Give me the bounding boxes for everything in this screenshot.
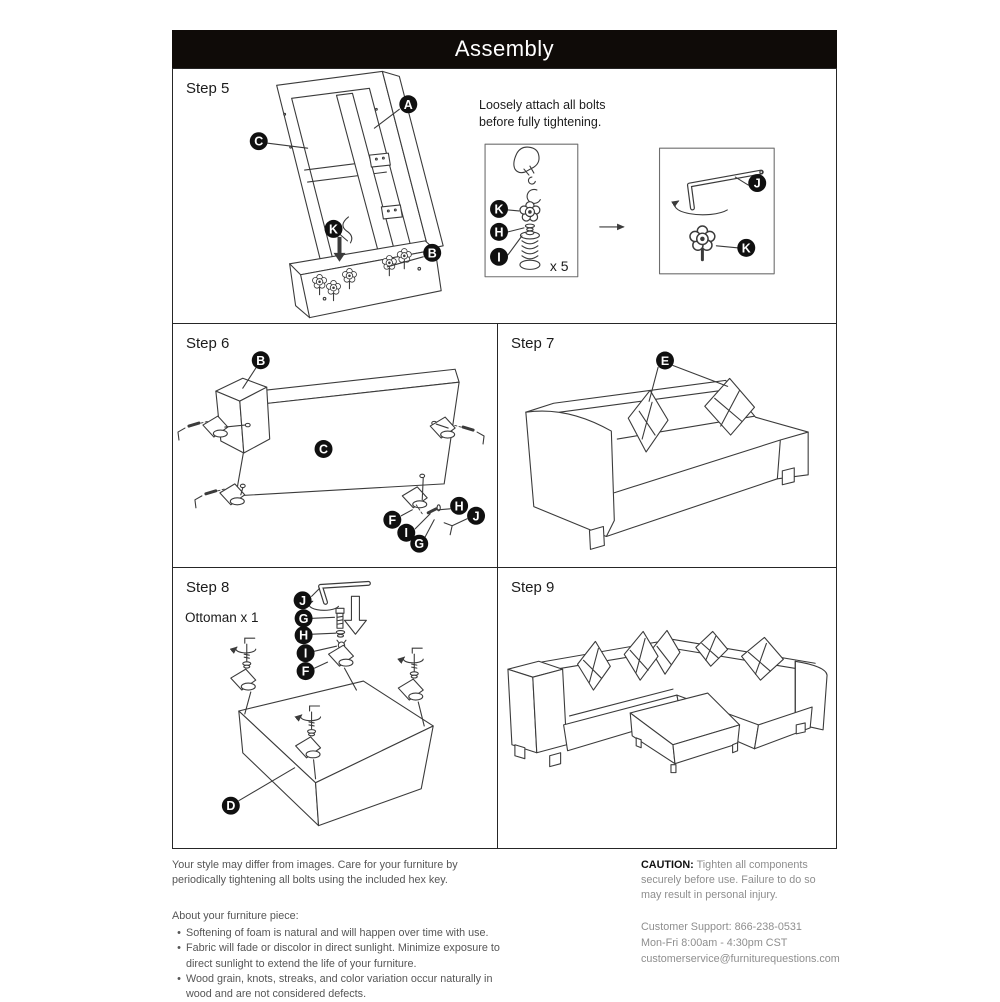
step9-panel: [498, 568, 836, 848]
svg-text:J: J: [753, 176, 761, 191]
step6-callout-c: [315, 440, 333, 458]
pillow: [624, 631, 658, 680]
step6-callout-j: [467, 507, 485, 525]
svg-text:F: F: [301, 664, 310, 679]
svg-text:H: H: [494, 225, 504, 240]
support-hours: Mon-Fri 8:00am - 4:30pm CST: [641, 936, 788, 949]
step7-panel: [498, 324, 836, 567]
svg-text:H: H: [454, 499, 464, 514]
step5-tool-detail: [660, 148, 775, 274]
svg-text:I: I: [404, 526, 409, 541]
step6-panel: [173, 324, 498, 567]
step5-hardware-h: [490, 223, 508, 241]
step-panels: [172, 68, 837, 849]
step5-callout-k: [325, 220, 343, 238]
step5-callout-b: [423, 244, 441, 262]
svg-text:K: K: [494, 202, 504, 217]
svg-text:B: B: [256, 353, 266, 368]
list-item: • Wood grain, knots, streaks, and color variation occur naturally in wood and are not considered defects.: [177, 972, 493, 1000]
step5-label: Step 5: [186, 80, 230, 97]
svg-text:C: C: [319, 442, 329, 457]
pillow: [696, 631, 728, 666]
svg-text:A: A: [403, 97, 413, 112]
assembly-sheet: [172, 30, 840, 1002]
svg-text:J: J: [299, 593, 307, 608]
step6-illustration: [173, 324, 497, 567]
svg-text:K: K: [329, 222, 339, 237]
caution-note: CAUTION: Tighten all components securely before use. Failure to do so may result in personal injury.: [641, 859, 816, 902]
step9-label: Step 9: [511, 579, 555, 596]
step6-callout-b: [252, 351, 270, 369]
about-list: [172, 926, 510, 1002]
step7-label: Step 7: [511, 335, 555, 352]
step5-tool-k: [737, 239, 755, 257]
svg-text:D: D: [226, 799, 236, 814]
svg-text:F: F: [388, 513, 397, 528]
pillow: [742, 637, 784, 680]
footer: [172, 858, 840, 1002]
footer-care-block: [172, 858, 510, 1002]
svg-text:E: E: [660, 353, 670, 368]
title-bar: [172, 30, 837, 68]
step8-callout-j: [294, 591, 312, 609]
svg-text:B: B: [427, 246, 437, 261]
step6-callout-h: [450, 497, 468, 515]
customer-support: [641, 920, 840, 967]
svg-text:I: I: [303, 646, 308, 661]
step5-hardware-detail: [485, 144, 578, 277]
style-disclaimer: Your style may differ from images. Care for your furniture by periodically tightening all bolts using the included hex key.: [172, 859, 458, 887]
step8-panel: [173, 568, 498, 848]
svg-text:C: C: [254, 134, 264, 149]
step5-hardware-k: [490, 200, 508, 218]
step7-illustration: [498, 324, 836, 567]
caution-label: CAUTION:: [641, 859, 694, 871]
step5-qty-label: x 5: [549, 257, 569, 274]
step5-note: Loosely attach all bolts before fully tightening.: [479, 98, 606, 129]
step8-callout-f: [297, 662, 315, 680]
list-item: • Softening of foam is natural and will happen over time with use.: [177, 927, 489, 940]
step6-callout-g: [410, 535, 428, 553]
svg-text:G: G: [414, 537, 425, 552]
step5-hardware-i: [490, 248, 508, 266]
step6-label: Step 6: [186, 335, 230, 352]
step5-callout-a: [399, 95, 417, 113]
svg-text:K: K: [741, 241, 751, 256]
list-item: • Fabric will fade or discolor in direct sunlight. Minimize exposure to direct sunlight to extend the life of your furniture.: [177, 942, 500, 970]
step8-label: Step 8: [186, 579, 230, 596]
step8-subtitle: Ottoman x 1: [185, 610, 259, 625]
step6-callout-f: [383, 511, 401, 529]
step7-callout-e: [656, 352, 674, 370]
svg-text:G: G: [298, 611, 309, 626]
support-email: customerservice@furniturequestions.com: [641, 952, 840, 965]
svg-text:I: I: [497, 250, 501, 265]
step5-tool-j: [748, 174, 766, 192]
page-title: Assembly: [454, 36, 555, 61]
step5-panel: [173, 69, 836, 323]
footer-support-block: [641, 858, 840, 1002]
step8-callout-i: [297, 644, 315, 662]
step8-callout-h: [295, 626, 313, 644]
svg-text:H: H: [299, 628, 309, 643]
step5-callout-c: [250, 132, 268, 150]
step8-callout-d: [222, 797, 240, 815]
svg-text:J: J: [472, 509, 480, 524]
step8-callout-g: [295, 609, 313, 627]
support-phone: Customer Support: 866-238-0531: [641, 921, 802, 934]
arrow-down-icon: [344, 596, 366, 634]
step9-illustration: [498, 568, 836, 848]
about-title: About your furniture piece:: [172, 910, 299, 923]
